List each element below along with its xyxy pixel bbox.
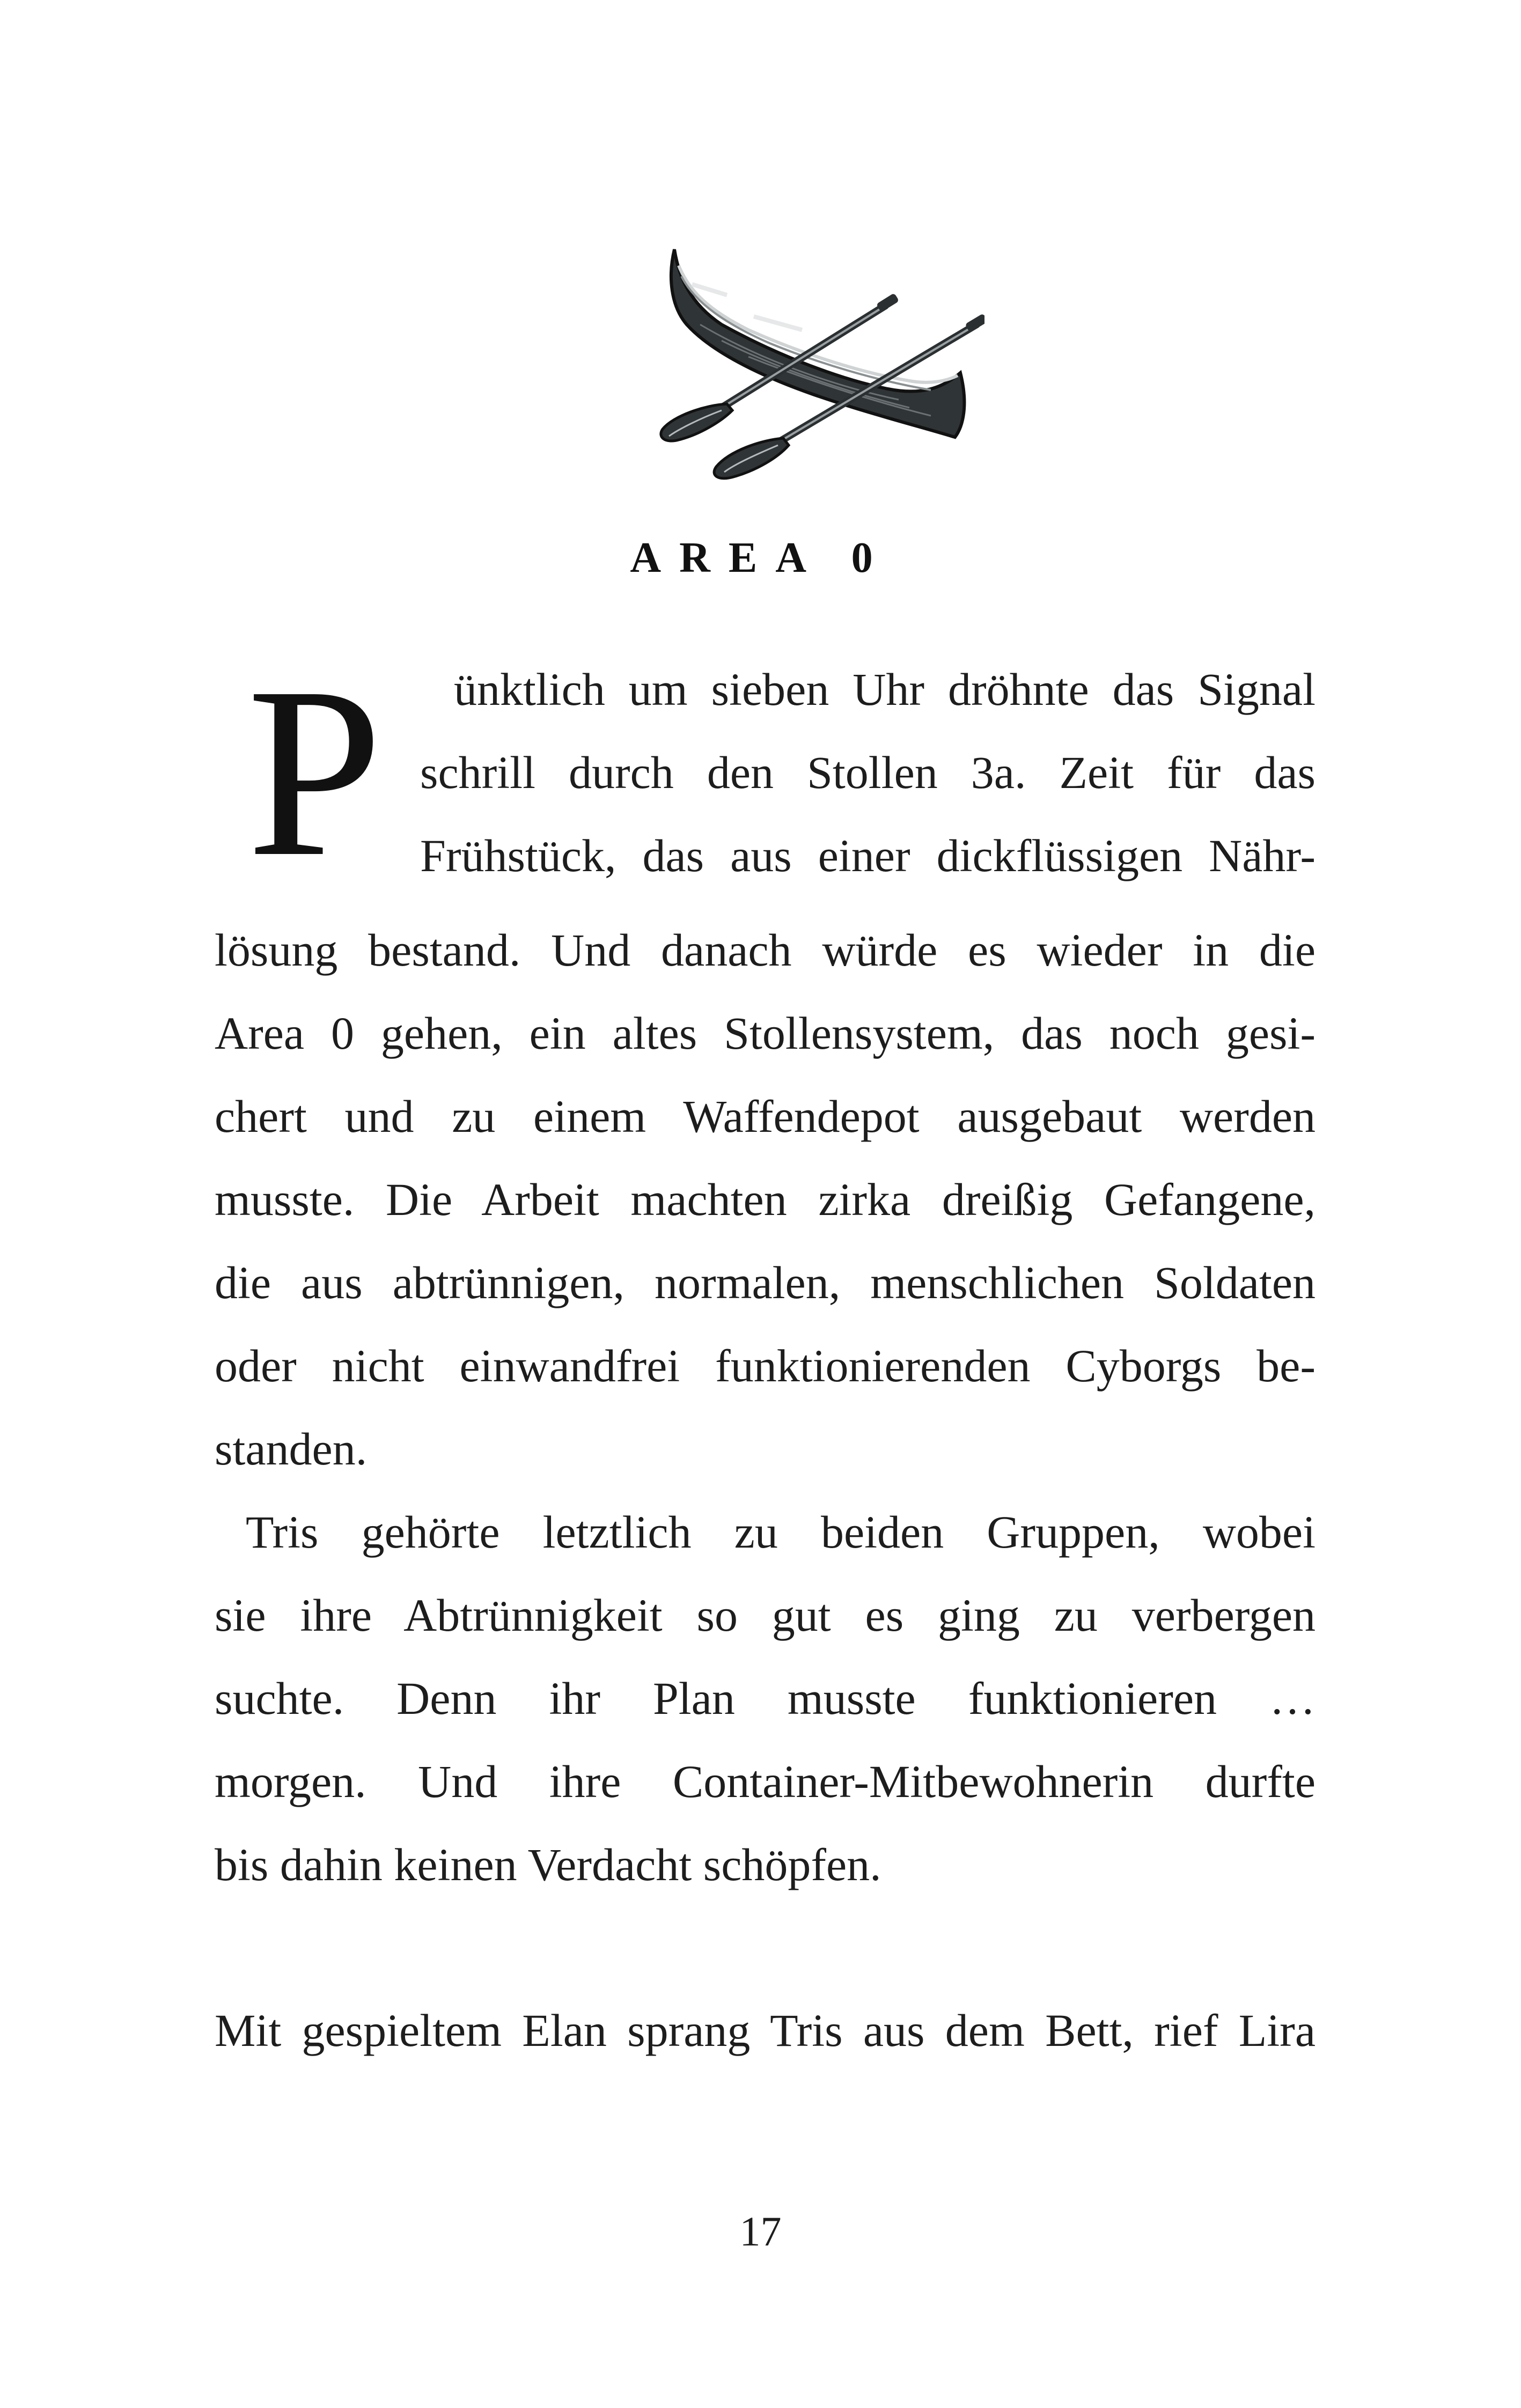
text-line: Frühstück, das aus einer dickflüssigen Nähr- <box>420 830 1316 881</box>
text-line: chert und zu einem Waffendepot ausgebaut werden <box>215 1091 1316 1142</box>
text-line: Tris gehörte letztlich zu beiden Gruppen, wobei <box>246 1506 1316 1558</box>
drop-cap: P <box>247 637 383 907</box>
text-line: suchte. Denn ihr Plan musste funktionieren … <box>215 1673 1316 1724</box>
text-line: musste. Die Arbeit machten zirka dreißig Gefangene, <box>215 1174 1316 1225</box>
text-line: morgen. Und ihre Container-Mitbewohnerin durfte <box>215 1756 1316 1807</box>
text-line: bis dahin keinen Verdacht schöpfen. <box>215 1839 881 1890</box>
text-line: standen. <box>215 1423 368 1475</box>
page-number: 17 <box>739 2208 782 2255</box>
text-line: oder nicht einwandfrei funktionierenden Cyborgs be- <box>215 1340 1316 1391</box>
text-line: Area 0 gehen, ein altes Stollensystem, das noch gesi- <box>215 1007 1316 1059</box>
text-line: lösung bestand. Und danach würde es wieder in die <box>215 924 1316 976</box>
canoe-with-paddles-icon <box>641 244 984 507</box>
chapter-title: AREA 0 <box>630 534 891 581</box>
text-line: schrill durch den Stollen 3a. Zeit für das <box>420 747 1316 798</box>
text-line: Mit gespieltem Elan sprang Tris aus dem Bett, rief Lira <box>215 2005 1316 2056</box>
text-line: sie ihre Abtrünnigkeit so gut es ging zu verbergen <box>215 1589 1316 1641</box>
text-line: die aus abtrünnigen, normalen, menschlichen Soldaten <box>215 1257 1316 1308</box>
text-line: ünktlich um sieben Uhr dröhnte das Signal <box>454 664 1316 715</box>
